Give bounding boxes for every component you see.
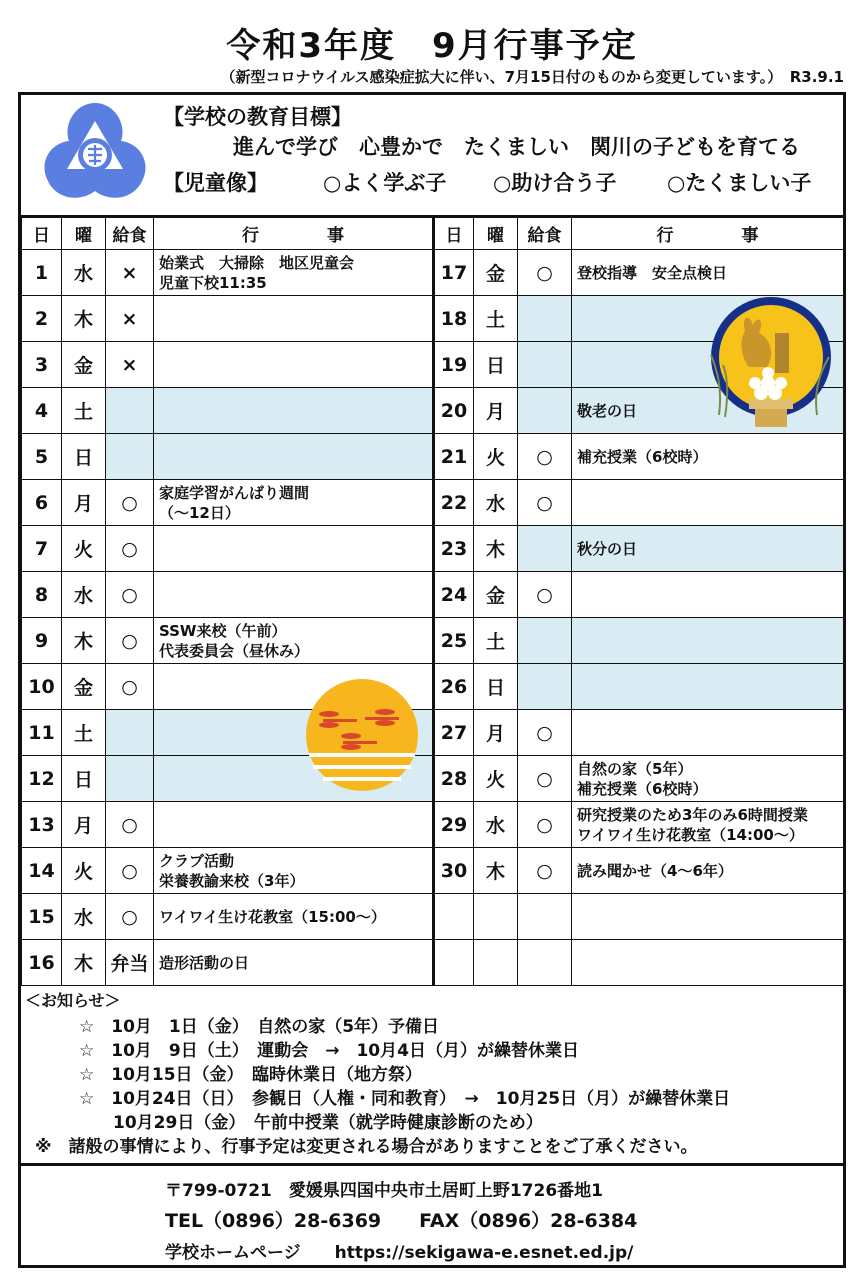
day-cell: 24 <box>434 572 474 618</box>
weekday-cell: 水 <box>62 250 106 296</box>
day-cell: 25 <box>434 618 474 664</box>
event-cell <box>154 572 434 618</box>
table-row <box>22 526 844 572</box>
weekday-cell: 木 <box>62 940 106 986</box>
day-cell: 27 <box>434 710 474 756</box>
lunch-cell: × <box>106 250 154 296</box>
event-line: 代表委員会（昼休み） <box>159 641 310 660</box>
school-contact <box>21 1163 843 1271</box>
event-line: （～12日） <box>159 503 240 522</box>
event-line: 登校指導 安全点検日 <box>577 263 728 282</box>
day-cell: 13 <box>22 802 62 848</box>
day-cell: 4 <box>22 388 62 434</box>
notices-heading: ＜お知らせ＞ <box>25 991 121 1010</box>
lunch-cell <box>518 526 572 572</box>
event-cell <box>572 572 844 618</box>
event-line: 始業式 大掃除 地区児童会 <box>159 253 355 272</box>
lunch-cell <box>518 342 572 388</box>
event-cell <box>572 710 844 756</box>
table-row <box>22 710 844 756</box>
event-line: 栄養教諭来校（3年） <box>159 871 305 890</box>
day-cell: 26 <box>434 664 474 710</box>
header-lunch: 給食 <box>106 218 154 250</box>
lunch-cell <box>518 664 572 710</box>
weekday-cell: 金 <box>474 250 518 296</box>
header-lunch: 給食 <box>518 218 572 250</box>
notice-item: ☆ 10月24日（日） 参観日（人権・同和教育） → 10月25日（月）が繰替休業日 <box>79 1089 731 1109</box>
day-cell: 12 <box>22 756 62 802</box>
weekday-cell: 金 <box>62 664 106 710</box>
event-cell <box>154 342 434 388</box>
weekday-cell: 月 <box>62 802 106 848</box>
header-weekday: 曜 <box>474 218 518 250</box>
day-cell: 10 <box>22 664 62 710</box>
day-cell <box>434 894 474 940</box>
weekday-cell: 月 <box>62 480 106 526</box>
day-cell: 20 <box>434 388 474 434</box>
table-row <box>22 940 844 986</box>
day-cell: 17 <box>434 250 474 296</box>
weekday-cell: 木 <box>62 618 106 664</box>
table-row <box>22 434 844 480</box>
day-cell: 1 <box>22 250 62 296</box>
school-phone-fax: TEL（0896）28-6369 FAX（0896）28-6384 <box>165 1210 638 1232</box>
header-event: 行 事 <box>572 218 844 250</box>
weekday-cell <box>474 940 518 986</box>
event-line: 家庭学習がんばり週間 <box>159 483 310 502</box>
lunch-cell <box>518 940 572 986</box>
event-line: クラブ活動 <box>159 851 235 870</box>
school-website-link[interactable]: 学校ホームページ https://sekigawa-e.esnet.ed.jp/ <box>165 1243 634 1263</box>
weekday-cell: 木 <box>62 296 106 342</box>
lunch-cell <box>518 894 572 940</box>
day-cell: 5 <box>22 434 62 480</box>
goals-section <box>21 95 843 217</box>
lunch-cell: ○ <box>518 250 572 296</box>
event-cell <box>154 250 434 296</box>
day-cell: 11 <box>22 710 62 756</box>
moon-rabbit-icon <box>705 295 837 437</box>
lunch-cell: ○ <box>106 664 154 710</box>
lunch-cell <box>518 296 572 342</box>
event-cell <box>572 618 844 664</box>
event-cell <box>154 388 434 434</box>
weekday-cell: 日 <box>474 664 518 710</box>
document-frame <box>18 92 846 1268</box>
lunch-cell: ○ <box>106 894 154 940</box>
weekday-cell: 火 <box>474 434 518 480</box>
event-cell <box>572 940 844 986</box>
goal-text: 進んで学び 心豊かで たくましい 関川の子どもを育てる <box>233 135 800 159</box>
day-cell: 8 <box>22 572 62 618</box>
header-day: 日 <box>22 218 62 250</box>
lunch-cell: × <box>106 342 154 388</box>
day-cell: 16 <box>22 940 62 986</box>
event-cell <box>154 848 434 894</box>
weekday-cell: 日 <box>474 342 518 388</box>
weekday-cell: 月 <box>474 388 518 434</box>
weekday-cell: 水 <box>474 802 518 848</box>
table-row <box>22 848 844 894</box>
weekday-cell: 水 <box>62 894 106 940</box>
day-cell <box>434 940 474 986</box>
event-cell <box>572 756 844 802</box>
lunch-cell <box>518 388 572 434</box>
day-cell: 30 <box>434 848 474 894</box>
lunch-cell <box>106 434 154 480</box>
event-cell <box>572 434 844 480</box>
revision-note: （新型コロナウイルス感染症拡大に伴い、7月15日付のものから変更しています。） R3.9.1 <box>220 68 844 86</box>
weekday-cell <box>474 894 518 940</box>
table-header-row <box>22 218 844 250</box>
weekday-cell: 土 <box>62 710 106 756</box>
event-line: 敬老の日 <box>577 401 638 420</box>
day-cell: 18 <box>434 296 474 342</box>
trait-learn: ○よく学ぶ子 <box>323 171 447 195</box>
header-day: 日 <box>434 218 474 250</box>
lunch-cell: ○ <box>518 756 572 802</box>
day-cell: 6 <box>22 480 62 526</box>
lunch-cell: ○ <box>518 434 572 480</box>
event-line: 自然の家（5年） <box>577 759 693 778</box>
page-title: 令和3年度 9月行事予定 <box>226 26 638 66</box>
weekday-cell: 日 <box>62 434 106 480</box>
notice-item: 10月29日（金） 午前中授業（就学時健康診断のため） <box>79 1113 543 1133</box>
notice-item: ☆ 10月 1日（金） 自然の家（5年）予備日 <box>79 1017 440 1037</box>
header-weekday: 曜 <box>62 218 106 250</box>
event-line: ワイワイ生け花教室（14:00～） <box>577 825 804 844</box>
weekday-cell: 木 <box>474 848 518 894</box>
lunch-cell: ○ <box>518 572 572 618</box>
lunch-cell: ○ <box>518 480 572 526</box>
lunch-cell: ○ <box>106 618 154 664</box>
event-cell <box>154 894 434 940</box>
event-cell <box>572 848 844 894</box>
weekday-cell: 火 <box>474 756 518 802</box>
day-cell: 15 <box>22 894 62 940</box>
event-line: 読み聞かせ（4～6年） <box>577 861 733 880</box>
lunch-cell <box>106 756 154 802</box>
weekday-cell: 土 <box>474 618 518 664</box>
lunch-cell: ○ <box>518 802 572 848</box>
day-cell: 28 <box>434 756 474 802</box>
table-row <box>22 250 844 296</box>
event-line: ワイワイ生け花教室（15:00～） <box>159 907 386 926</box>
dragonfly-sunset-icon <box>299 677 425 793</box>
header-event: 行 事 <box>154 218 434 250</box>
weekday-cell: 土 <box>62 388 106 434</box>
weekday-cell: 火 <box>62 526 106 572</box>
lunch-cell: ○ <box>106 526 154 572</box>
day-cell: 3 <box>22 342 62 388</box>
event-cell <box>154 526 434 572</box>
event-cell <box>154 480 434 526</box>
event-line: 研究授業のため3年のみ6時間授業 <box>577 805 808 824</box>
table-row <box>22 894 844 940</box>
school-emblem-icon <box>35 99 155 209</box>
table-row <box>22 572 844 618</box>
weekday-cell: 土 <box>474 296 518 342</box>
event-line: 児童下校11:35 <box>159 273 267 292</box>
event-cell <box>572 664 844 710</box>
event-cell <box>572 250 844 296</box>
event-cell <box>572 480 844 526</box>
event-line: SSW来校（午前） <box>159 621 287 640</box>
lunch-cell: ○ <box>106 848 154 894</box>
school-address: 〒799-0721 愛媛県四国中央市土居町上野1726番地1 <box>165 1181 603 1201</box>
event-cell <box>154 802 434 848</box>
trait-help: ○助け合う子 <box>493 171 617 195</box>
notice-item: ☆ 10月15日（金） 臨時休業日（地方祭） <box>79 1065 423 1085</box>
lunch-cell: 弁当 <box>106 940 154 986</box>
weekday-cell: 金 <box>62 342 106 388</box>
goal-label: 【学校の教育目標】 <box>163 105 352 129</box>
day-cell: 29 <box>434 802 474 848</box>
event-cell <box>154 618 434 664</box>
weekday-cell: 火 <box>62 848 106 894</box>
day-cell: 21 <box>434 434 474 480</box>
event-cell <box>572 526 844 572</box>
event-line: 補充授業（6校時） <box>577 447 708 466</box>
weekday-cell: 木 <box>474 526 518 572</box>
event-cell <box>154 296 434 342</box>
day-cell: 9 <box>22 618 62 664</box>
table-row <box>22 618 844 664</box>
lunch-cell: ○ <box>106 802 154 848</box>
weekday-cell: 水 <box>474 480 518 526</box>
lunch-cell: ○ <box>518 710 572 756</box>
day-cell: 7 <box>22 526 62 572</box>
event-line: 補充授業（6校時） <box>577 779 708 798</box>
event-cell <box>572 802 844 848</box>
lunch-cell: ○ <box>106 572 154 618</box>
event-line: 造形活動の日 <box>159 953 250 972</box>
day-cell: 22 <box>434 480 474 526</box>
lunch-cell <box>518 618 572 664</box>
event-cell <box>572 894 844 940</box>
lunch-cell: × <box>106 296 154 342</box>
day-cell: 23 <box>434 526 474 572</box>
notice-item: ☆ 10月 9日（土） 運動会 → 10月4日（月）が繰替休業日 <box>79 1041 579 1061</box>
weekday-cell: 月 <box>474 710 518 756</box>
lunch-cell: ○ <box>518 848 572 894</box>
event-cell <box>154 940 434 986</box>
lunch-cell <box>106 388 154 434</box>
trait-strong: ○たくましい子 <box>667 171 812 195</box>
disclaimer: ※ 諸般の事情により、行事予定は変更される場合がありますことをご了承ください。 <box>35 1137 698 1157</box>
child-image-label: 【児童像】 <box>163 171 268 195</box>
table-row <box>22 756 844 802</box>
day-cell: 19 <box>434 342 474 388</box>
event-line: 秋分の日 <box>577 539 638 558</box>
table-row <box>22 480 844 526</box>
lunch-cell <box>106 710 154 756</box>
weekday-cell: 金 <box>474 572 518 618</box>
weekday-cell: 水 <box>62 572 106 618</box>
lunch-cell: ○ <box>106 480 154 526</box>
day-cell: 14 <box>22 848 62 894</box>
day-cell: 2 <box>22 296 62 342</box>
table-row <box>22 664 844 710</box>
table-row <box>22 802 844 848</box>
weekday-cell: 日 <box>62 756 106 802</box>
event-cell <box>154 434 434 480</box>
